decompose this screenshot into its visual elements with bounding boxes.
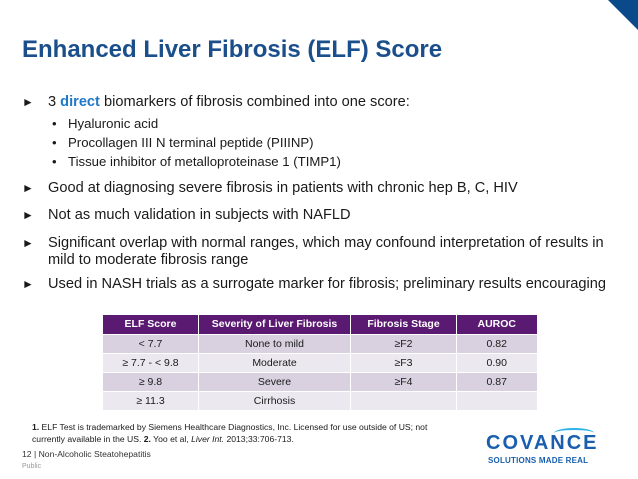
sub-bullet-dot-icon: • — [52, 135, 57, 150]
corner-accent — [608, 0, 638, 30]
bullet-1-pre: 3 — [48, 94, 61, 110]
bullet-5-text: Used in NASH trials as a surrogate marker for fibrosis; preliminary results encouraging — [48, 276, 607, 292]
table-row — [103, 334, 537, 353]
sub-bullet-1-text: Hyaluronic acid — [68, 116, 159, 131]
footer-separator: | — [33, 449, 37, 459]
bullet-3-text: Not as much validation in subjects with NAFLD — [48, 207, 351, 223]
bullet-arrow-icon: ► — [22, 181, 34, 195]
footnote-text-3: 2013;33:706-713. — [224, 434, 294, 444]
sub-bullet-3 — [52, 154, 341, 169]
table-cell: 0.82 — [457, 334, 537, 353]
footnote — [32, 421, 462, 445]
footnote-number-2: 2. — [143, 434, 151, 444]
footnote-text-1: ELF Test is trademarked by Siemens Healthcare Diagnostics, Inc. Licensed for use outside of US; not currently available in the US. — [32, 422, 428, 444]
table-cell: < 7.7 — [103, 334, 199, 353]
column-header-severity: Severity of Liver Fibrosis — [199, 315, 351, 334]
slide-title: Enhanced Liver Fibrosis (ELF) Score — [22, 36, 443, 63]
bullet-arrow-icon: ► — [22, 95, 34, 109]
bullet-4 — [22, 235, 622, 269]
table-cell: Severe — [199, 372, 351, 391]
footer-label: Non-Alcoholic Steatohepatitis — [38, 449, 151, 459]
table-cell: ≥F4 — [351, 372, 457, 391]
bullet-arrow-icon: ► — [22, 277, 34, 291]
bullet-5 — [22, 276, 622, 293]
elf-score-table — [102, 315, 537, 410]
table-header-row — [103, 315, 537, 334]
bullet-1 — [22, 94, 622, 111]
footnote-number-1: 1. — [32, 422, 40, 432]
sub-bullet-2 — [52, 135, 314, 150]
table-cell: Moderate — [199, 353, 351, 372]
logo-tagline: SOLUTIONS MADE REAL — [488, 456, 589, 465]
footnote-journal: Liver Int. — [191, 434, 225, 444]
table-cell: None to mild — [199, 334, 351, 353]
classification-label: Public — [22, 463, 42, 470]
page-footer — [22, 449, 151, 459]
bullet-1-post: biomarkers of fibrosis combined into one score: — [99, 94, 410, 110]
sub-bullet-dot-icon: • — [52, 154, 57, 169]
bullet-1-highlight: direct — [60, 94, 100, 110]
sub-bullet-3-text: Tissue inhibitor of metalloproteinase 1 (TIMP1) — [68, 154, 341, 169]
sub-bullet-dot-icon: • — [52, 116, 57, 131]
footnote-text-2: Yoo et al, — [150, 434, 192, 444]
bullet-arrow-icon: ► — [22, 236, 34, 250]
table-cell: ≥ 7.7 - < 9.8 — [103, 353, 199, 372]
sub-bullet-2-text: Procollagen III N terminal peptide (PIIINP) — [68, 135, 314, 150]
table-cell: ≥F3 — [351, 353, 457, 372]
table-cell: ≥F2 — [351, 334, 457, 353]
table-cell: ≥ 9.8 — [103, 372, 199, 391]
bullet-arrow-icon: ► — [22, 208, 34, 222]
column-header-auroc: AUROC — [457, 315, 537, 334]
table-row — [103, 353, 537, 372]
bullet-3 — [22, 207, 622, 224]
bullet-2 — [22, 180, 622, 197]
table-row — [103, 372, 537, 391]
bullet-2-text: Good at diagnosing severe fibrosis in patients with chronic hep B, C, HIV — [48, 180, 518, 196]
column-header-elf-score: ELF Score — [103, 315, 199, 334]
table-cell: 0.90 — [457, 353, 537, 372]
table-cell — [457, 391, 537, 410]
sub-bullet-1 — [52, 116, 158, 131]
table-row — [103, 391, 537, 410]
table-cell: Cirrhosis — [199, 391, 351, 410]
table-cell: 0.87 — [457, 372, 537, 391]
bullet-4-text: Significant overlap with normal ranges, which may confound interpretation of results in mild to moderate fibrosis range — [48, 235, 604, 268]
table-cell: ≥ 11.3 — [103, 391, 199, 410]
table-cell — [351, 391, 457, 410]
covance-logo — [486, 432, 621, 472]
column-header-stage: Fibrosis Stage — [351, 315, 457, 334]
page-number: 12 — [22, 449, 32, 459]
logo-brand: COVANCE — [486, 432, 599, 454]
